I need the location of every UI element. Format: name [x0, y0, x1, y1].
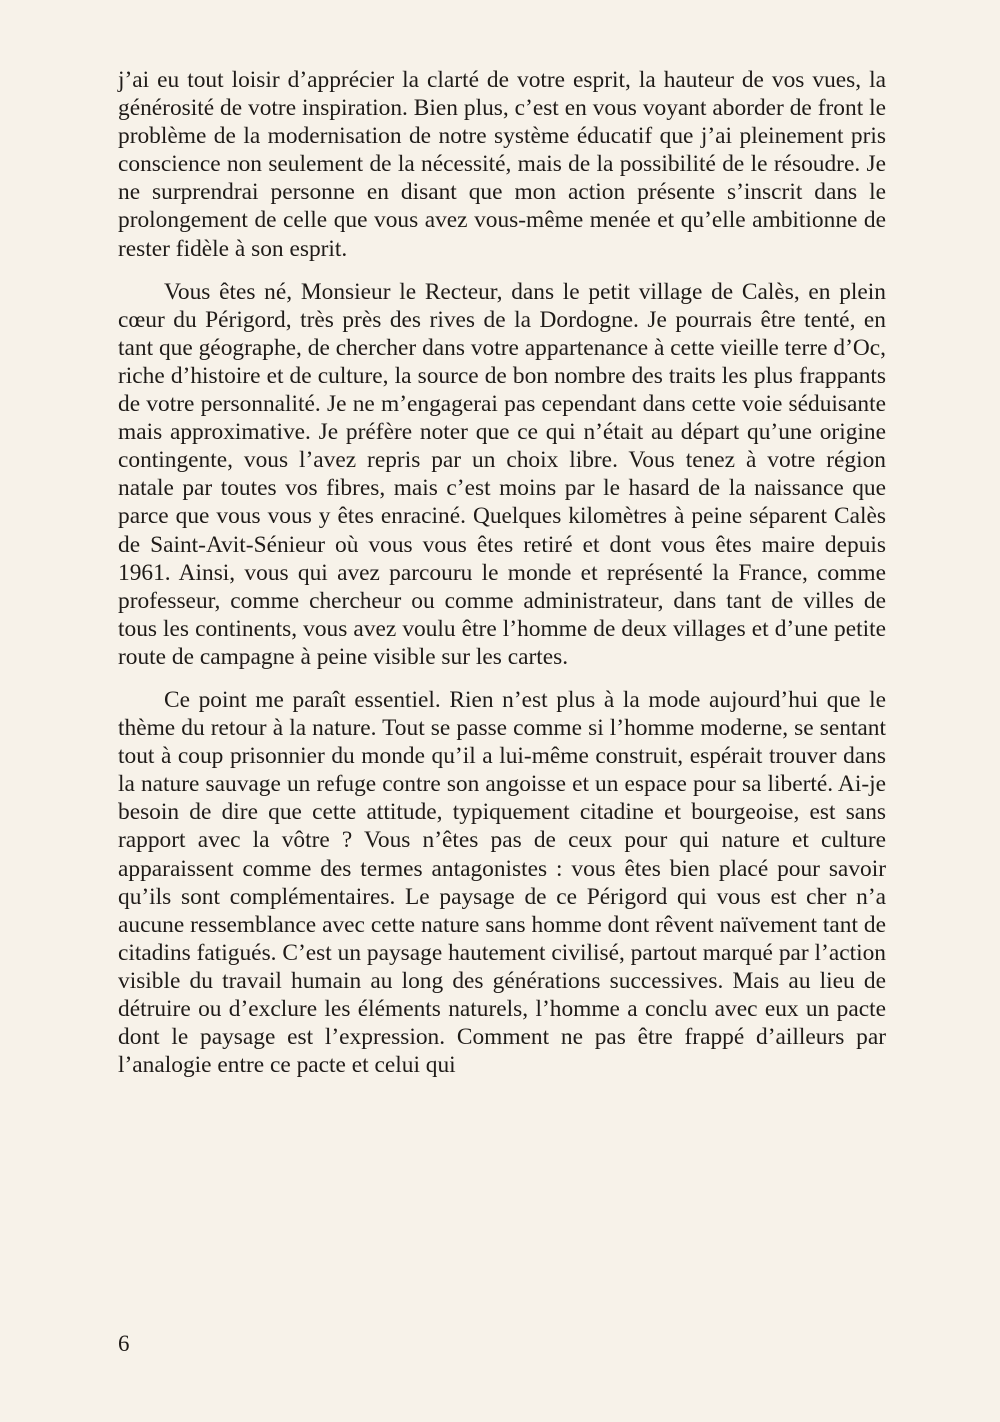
body-text — [118, 66, 886, 1079]
paragraph-3: Ce point me paraît essentiel. Rien n’est plus à la mode aujourd’hui que le thème du retour à la nature. Tout se passe comme si l’homme moderne, se sentant tout à coup prisonnier du monde qu’il a lui-même construit, espérait trouver dans la nature sauvage un refuge contre son angoisse et un espace pour sa liberté. Ai-je besoin de dire que cette attitude, typiquement citadine et bourgeoise, est sans rapport avec la vôtre ? Vous n’êtes pas de ceux pour qui nature et culture apparaissent comme des termes antagonistes : vous êtes bien placé pour savoir qu’ils sont complémentaires. Le paysage de ce Périgord qui vous est cher n’a aucune ressemblance avec cette nature sans homme dont rêvent naïvement tant de citadins fatigués. C’est un paysage hautement civilisé, partout marqué par l’action visible du travail humain au long des générations successives. Mais au lieu de détruire ou d’exclure les éléments naturels, l’homme a conclu avec eux un pacte dont le paysage est l’expression. Comment ne pas être frappé d’ailleurs par l’analogie entre ce pacte et celui qui — [118, 686, 886, 1079]
paragraph-2: Vous êtes né, Monsieur le Recteur, dans le petit village de Calès, en plein cœur du Périgord, très près des rives de la Dordogne. Je pourrais être tenté, en tant que géographe, de chercher dans votre appartenance à cette vieille terre d’Oc, riche d’histoire et de culture, la source de bon nombre des traits les plus frappants de votre personnalité. Je ne m’engagerai pas cependant dans cette voie séduisante mais approximative. Je préfère noter que ce qui n’était au départ qu’une origine contingente, vous l’avez repris par un choix libre. Vous tenez à votre région natale par toutes vos fibres, mais c’est moins par le hasard de la naissance que parce que vous vous y êtes enraciné. Quelques kilomètres à peine séparent Calès de Saint-Avit-Sénieur où vous vous êtes retiré et dont vous êtes maire depuis 1961. Ainsi, vous qui avez parcouru le monde et représenté la France, comme professeur, comme chercheur ou comme administrateur, dans tant de villes de tous les continents, vous avez voulu être l’homme de deux villages et d’une petite route de campagne à peine visible sur les cartes. — [118, 278, 886, 670]
page-number: 6 — [118, 1331, 130, 1356]
paragraph-1: j’ai eu tout loisir d’apprécier la clarté de votre esprit, la hauteur de vos vues, la générosité de votre inspiration. Bien plus, c’est en vous voyant aborder de front le problème de la modernisation de notre système éducatif que j’ai pleinement pris conscience non seulement de la nécessité, mais de la possibilité de le résoudre. Je ne surprendrai personne en disant que mon action présente s’inscrit dans le prolongement de celle que vous avez vous-même menée et qu’elle ambitionne de rester fidèle à son esprit. — [118, 67, 886, 262]
